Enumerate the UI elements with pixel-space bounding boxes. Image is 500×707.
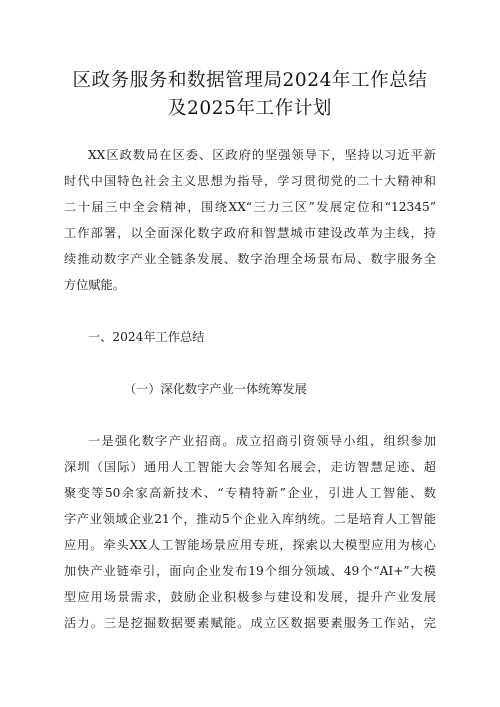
- paragraph-line: 型应用场景需求，鼓励企业积极参与建设和发展，提升产业发展: [64, 590, 436, 604]
- intro-line: 工作部署，以全面深化数字政府和智慧城市建设改革为主线，持: [64, 226, 436, 240]
- intro-line: 时代中国特色社会主义思想为指导，学习贯彻党的二十大精神和: [64, 174, 436, 188]
- paragraph-line: 应用。牵头XX人工智能场景应用专班，探索以大模型应用为核心: [64, 538, 436, 552]
- document-title-line-2: 及2025年工作计划: [167, 98, 333, 119]
- intro-line: XX区政数局在区委、区政府的坚强领导下，坚持以习近平新: [88, 148, 436, 162]
- paragraph-line: 字产业领域企业21个，推动5个企业入库纳统。二是培育人工智能: [64, 512, 436, 526]
- intro-line: 二十届三中全会精神，围绕XX“三力三区”发展定位和“12345”: [64, 200, 436, 214]
- intro-line: 方位赋能。: [64, 278, 125, 292]
- intro-line: 续推动数字产业全链条发展、数字治理全场景布局、数字服务全: [64, 252, 436, 266]
- paragraph-line: 一是强化数字产业招商。成立招商引资领导小组，组织参加: [88, 434, 436, 448]
- section-heading: 一、2024年工作总结: [88, 330, 205, 344]
- paragraph-line: 活力。三是挖掘数据要素赋能。成立区数据要素服务工作站，完: [64, 616, 436, 630]
- document-title-line-1: 区政务服务和数据管理局2024年工作总结: [72, 70, 428, 91]
- paragraph-line: 加快产业链牵引，面向企业发布19个细分领域、49个“AI+”大模: [64, 564, 436, 578]
- subsection-heading: （一）深化数字产业一体统筹发展: [124, 382, 307, 396]
- paragraph-line: 聚变等50余家高新技术、“专精特新”企业，引进人工智能、数: [64, 486, 436, 500]
- paragraph-line: 深圳（国际）通用人工智能大会等知名展会，走访智慧足迹、超: [64, 460, 436, 474]
